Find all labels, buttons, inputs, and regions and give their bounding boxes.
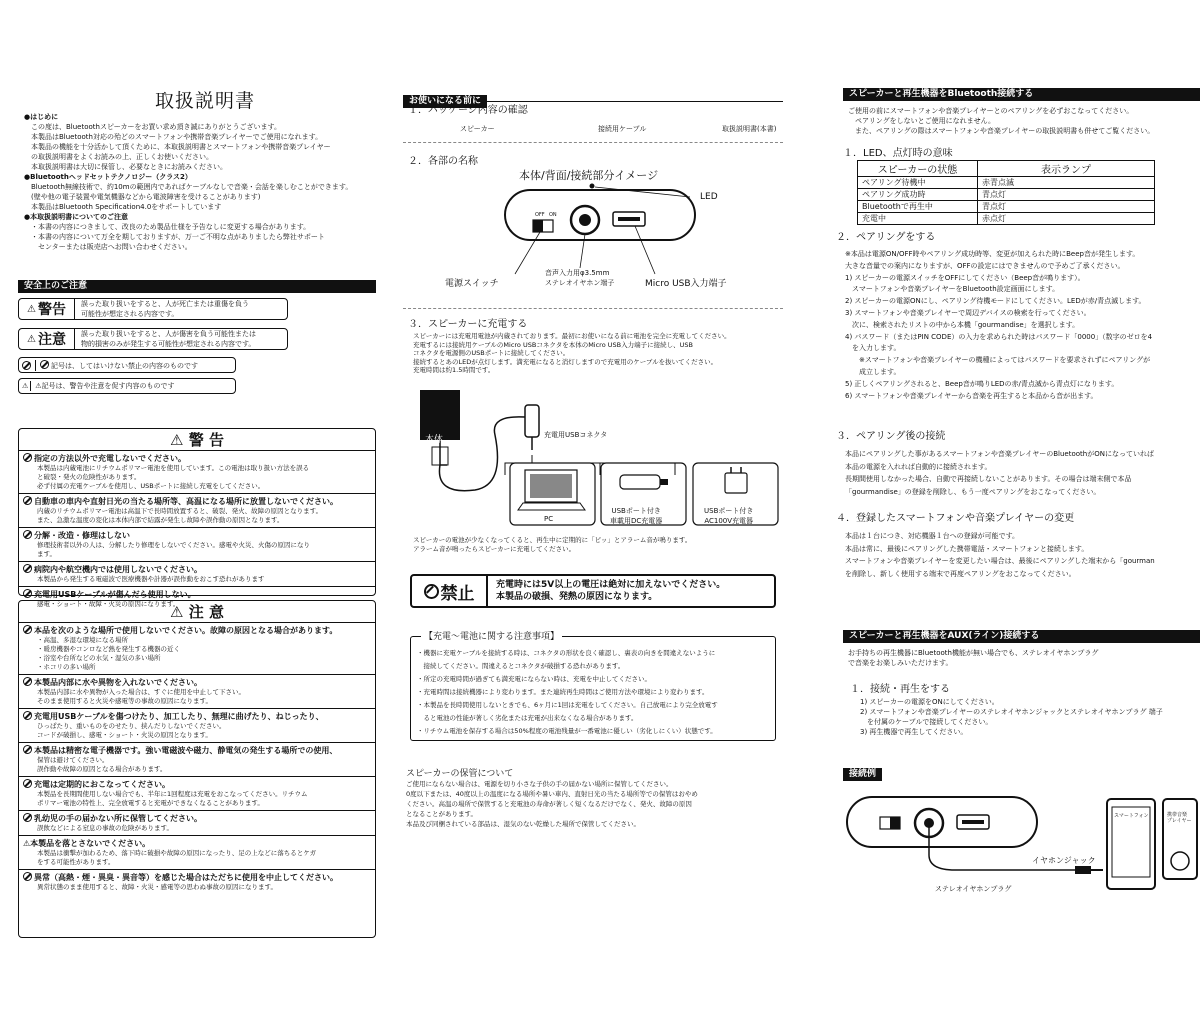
item-body-line: 本製品内部に水や異物が入った場合は、すぐに使用を中止して下さい。 bbox=[37, 688, 245, 696]
prohibit-icon bbox=[23, 589, 32, 598]
low-battery-text: スピーカーの電池が少なくなってくると、再生中に定期的に「ピッ」とアラーム音が鳴ります。 アラーム音が鳴ったらスピーカーに充電してください。 bbox=[413, 536, 692, 553]
prohibit-icon bbox=[23, 711, 32, 720]
bt-intro-line: ご使用の前にスマートフォンや音楽プレイヤーとのペアリングを必ずおこなってください。 bbox=[848, 107, 1134, 115]
aux-connect-line: 2) スマートフォンや音楽プレイヤーのステレオイヤホンジャックとステレオイヤホンプラグ 端子 bbox=[860, 708, 1163, 716]
pairing-line: 6) スマートフォンや音楽プレイヤーから音楽を再生すると本品から音が出ます。 bbox=[845, 391, 1098, 400]
intro-line: ●Bluetoothヘッドセットテクノロジー（クラス2） bbox=[24, 173, 192, 181]
charge-line: コネクタを電源側のUSBポートに接続してください。 bbox=[413, 349, 570, 357]
pairing-title: ２．ペアリングをする bbox=[836, 232, 936, 243]
intro-line: ・本書の内容について万全を期しておりますが、万一ご不明な点がありましたら弊社サポート bbox=[24, 233, 325, 241]
change-device-text bbox=[845, 530, 1200, 580]
warning-triangle-icon: ⚠ bbox=[22, 382, 29, 390]
storage-line: 本品及び同梱されている部品は、湿気のない乾燥した場所で保管してください。 bbox=[406, 820, 640, 828]
aux-connect-line: 3) 再生機器で再生してください。 bbox=[860, 728, 968, 736]
warning-list bbox=[19, 451, 375, 611]
item-heading: 指定の方法以外で充電しないでください。 bbox=[34, 454, 186, 463]
aux-intro: お手持ちの再生機器にBluetooth機能が無い場合でも、ステレオイヤホンプラグ で音楽をお楽しみいただけます。 bbox=[848, 649, 1099, 667]
warning-triangle-icon: ⚠ bbox=[35, 382, 42, 390]
usb-connector-label: 充電用USBコネクタ bbox=[544, 431, 608, 439]
storage-line: ください。高温の場所で保管すると充電池の寿命が著しく短くなるだけでなく、発火、故障の原因 bbox=[406, 800, 692, 808]
jack-inner bbox=[579, 214, 591, 226]
charge-title: ３．スピーカーに充電する bbox=[408, 319, 528, 330]
item-body-line: ます。 bbox=[37, 550, 56, 558]
prohibit-icon bbox=[23, 872, 32, 881]
led-state-cell: ペアリング成功時 bbox=[858, 189, 978, 201]
pairing-line: ※スマートフォンや音楽プレイヤーの機種によってはパスワードを要求されずにペアリングが bbox=[845, 356, 1151, 365]
warning-item bbox=[19, 527, 375, 561]
laptop-screen bbox=[530, 474, 572, 498]
intro-line: の取扱説明書をよくお読みの上、正しくお使いください。 bbox=[24, 153, 213, 161]
item-body-line: 感電・ショート・故障・火災の原因になります。 bbox=[37, 600, 180, 608]
usb-port-slot bbox=[962, 820, 984, 824]
pairing-line: 4) パスワード（またはPIN CODE）の入力を求められた時はパスワード「0000」（数字のゼロを4 bbox=[845, 332, 1153, 341]
led-state-cell: Bluetoothで再生中 bbox=[858, 201, 978, 213]
plug-body bbox=[1075, 866, 1091, 874]
note-line: ・機器に充電ケーブルを接続する時は、コネクタの形状を良く確認し、裏表の向きを間違えないように bbox=[417, 649, 716, 657]
switch-off-label: OFF bbox=[535, 212, 545, 218]
pairing-line: 5) 正しくペアリングされると、Beep音が鳴りLEDの赤/青点滅から青点灯になります。 bbox=[845, 379, 1119, 388]
item-heading: 充電は定期的におこなってください。 bbox=[34, 780, 170, 789]
caution-item bbox=[19, 674, 375, 708]
led-table-row bbox=[858, 213, 1155, 225]
manual-title: 取扱説明書 bbox=[155, 90, 256, 112]
led-dot bbox=[590, 184, 595, 189]
led-lamp-cell: 赤点灯 bbox=[978, 213, 1155, 225]
prohibit-icon bbox=[23, 745, 32, 754]
caution-item bbox=[19, 869, 375, 894]
item-body-line: 本製品から発生する電磁波で医療機器や計器が誤作動をおこす恐れがあります bbox=[37, 575, 265, 583]
aux-header: スピーカーと再生機器をAUX(ライン)接続する bbox=[843, 630, 1200, 643]
item-body-line: 本製品は衝撃が加わるため、落下時に破損や故障の原因になったり、足の上などに落ちるとケガ bbox=[37, 849, 317, 857]
item-heading: 分解・改造・修理はしない bbox=[34, 531, 130, 540]
item-body-line: ・ホコリの多い場所 bbox=[37, 663, 96, 671]
led-table bbox=[857, 160, 1155, 225]
car-charger-tip bbox=[660, 479, 668, 485]
item-body-line: 誤作動や故障の原因となる場合があります。 bbox=[37, 765, 167, 773]
safety-header: 安全上のご注意 bbox=[18, 280, 376, 293]
item-body-line: ・浴室や台所などの水気・湿気の多い場所 bbox=[37, 654, 161, 662]
item-heading: 自動車の車内や直射日光の当たる場所等、高温になる場所に放置しないでください。 bbox=[34, 497, 338, 506]
note-line: ・充電時間は接続機器により変わります。また連続再生時間はご使用方法や環境により変わります。 bbox=[417, 688, 709, 696]
usb-connector bbox=[525, 405, 539, 437]
earjack-label: イヤホンジャック bbox=[1032, 856, 1096, 865]
led-table-row bbox=[858, 177, 1155, 189]
bt-intro-text bbox=[848, 106, 1200, 136]
plug-label: ステレオイヤホンプラグ bbox=[935, 885, 1012, 893]
warning-box bbox=[18, 428, 376, 608]
item-body-line: 修理技術者以外の人は、分解したり修理をしないでください。感電や火災、火傷の原因になり bbox=[37, 541, 310, 549]
intro-line: この度は、Bluetoothスピーカーをお買い求め頂き誠にありがとうございます。 bbox=[24, 123, 282, 131]
prohibit-legend: 記号は、してはいけない禁止の内容のものです bbox=[18, 357, 236, 373]
pc-label: PC bbox=[544, 515, 554, 523]
warning-triangle-icon: ⚠ bbox=[170, 603, 189, 621]
keikoku-legend: ⚠ 警告 誤った取り扱いをすると、人が死亡または重傷を負う 可能性が想定される内容です。 bbox=[18, 298, 288, 320]
pairing-line: 成立します。 bbox=[845, 367, 901, 376]
aux-connect-title: １．接続・再生をする bbox=[850, 684, 950, 695]
pairing-line: スマートフォンや音楽プレイヤーをBluetooth設定画面にします。 bbox=[845, 285, 1060, 294]
pairing-line: 次に、検索されたリストの中から本機「gourmandise」を選択します。 bbox=[845, 320, 1080, 329]
pairing-line: ※本品は電源ON/OFF時やペアリング成功時等、変更が加えられた時にBeep音が発生します。 bbox=[845, 250, 1140, 258]
storage-text bbox=[406, 779, 781, 829]
change-device-line: 本品は１台につき、対応機器１台への登録が可能です。 bbox=[845, 532, 1020, 540]
led-table-head-lamp: 表示ランプ bbox=[978, 161, 1155, 177]
player-label: 携帯音楽 プレイヤー bbox=[1167, 812, 1192, 824]
caution-item bbox=[19, 742, 375, 776]
pairing-line: 2) スピーカーの電源ONにし、ペアリング待機モードにしてください。LEDが赤/青点滅します。 bbox=[845, 297, 1146, 306]
after-pair-title: ３．ペアリング後の接続 bbox=[836, 431, 946, 442]
prohibit-icon bbox=[424, 584, 439, 599]
aux-connection-diagram bbox=[845, 785, 1200, 900]
led-state-cell: ペアリング待機中 bbox=[858, 177, 978, 189]
item-heading: 本品を次のような場所で使用しないでください。故障の原因となる場合があります。 bbox=[34, 626, 338, 635]
item-body-line: コードが破損し、感電・ショート・火災の原因となります。 bbox=[37, 731, 212, 739]
chui-badge: ⚠ 注意 bbox=[19, 329, 75, 349]
charge-line: 接続するとあのLEDが点灯します。満充電になると消灯しますので充電用のケーブルを抜いてください。 bbox=[413, 357, 718, 366]
charge-line: 充電時間は約1.5時間です。 bbox=[413, 366, 495, 374]
note-line: ・本製品を長時間使用しないときでも、6ヶ月に1回は充電をしてください。自己放電により完全放電す bbox=[417, 701, 718, 709]
after-pair-text bbox=[845, 448, 1200, 498]
item-heading: 充電用USBケーブルが傷んだら使用しない。 bbox=[34, 590, 196, 599]
pairing-text bbox=[845, 249, 1200, 402]
intro-line: 本取扱説明書は大切に保管し、必要なときにお読みください。 bbox=[24, 163, 227, 171]
item-body-line: 異常状態のまま使用すると、故障・火災・感電等の思わぬ事故の原因になります。 bbox=[37, 883, 277, 891]
package-item: 接続用ケーブル bbox=[598, 125, 647, 133]
intro-line: 本製品はBluetooth Specification4.0をサポートしています bbox=[24, 203, 222, 211]
warning-triangle-icon: ⚠ bbox=[27, 333, 36, 345]
switch-knob bbox=[890, 817, 900, 829]
charge-line: スピーカーには充電用電池が内蔵されております。最初にお使いになる前に電池を完全に充電してください。 bbox=[413, 332, 731, 340]
intro-line: Bluetooth無線技術で、約10mの範囲内であればケーブルなしで音楽・会話を楽しむことができます。 bbox=[24, 183, 353, 191]
item-body-line: 本製品を長期間使用しない場合でも、半年に1回程度は充電をおこなってください。リチウム bbox=[37, 790, 308, 798]
prohibit-icon bbox=[23, 453, 32, 462]
warning-triangle-icon: ⚠ bbox=[23, 839, 31, 848]
music-player-icon bbox=[1163, 799, 1197, 879]
led-state-cell: 充電中 bbox=[858, 213, 978, 225]
item-heading: 乳幼児の手の届かない所に保管してください。 bbox=[34, 814, 202, 823]
aux-connect-text bbox=[860, 697, 1200, 737]
item-body-line: ひっぱたり、重いものをのせたり、挟んだりしないでください。 bbox=[37, 722, 226, 730]
intro-line: センターまたは販売店へお問い合わせください。 bbox=[24, 243, 192, 251]
item-body-line: ・高温、多湿な環境になる場所 bbox=[37, 636, 128, 644]
intro-text bbox=[24, 112, 384, 252]
item-body-line: ポリマー電池の特性上、完全放電すると充電ができなくなることがあります。 bbox=[37, 799, 264, 807]
item-heading: 本製品内部に水や異物を入れないでください。 bbox=[34, 678, 202, 687]
caution-item bbox=[19, 623, 375, 674]
led-lamp-cell: 青点灯 bbox=[978, 201, 1155, 213]
bt-intro-line: ペアリングをしないとご使用になれません。 bbox=[848, 117, 995, 125]
prohibit-icon bbox=[23, 564, 32, 573]
chui-legend: ⚠ 注意 誤った取り扱いをすると、人が傷害を負う可能性または 物的損害のみが発生する可能性が想定される内容です。 bbox=[18, 328, 288, 350]
note-line: ・リチウム電池を保存する場合は50%程度の電池残量が一番電池に優しい（劣化しにくい）状態です。 bbox=[417, 727, 717, 735]
ac-adapter-icon bbox=[725, 473, 747, 493]
switch-label: 電源スイッチ bbox=[445, 279, 499, 289]
package-title: １．パッケージ内容の確認 bbox=[408, 105, 528, 116]
storage-title: スピーカーの保管について bbox=[406, 769, 514, 779]
item-heading: 充電用USBケーブルを傷つけたり、加工したり、無理に曲げたり、ねじったり、 bbox=[34, 712, 324, 721]
pairing-line: 1) スピーカーの電源スイッチをOFFにしてください（Beep音が鳴ります）。 bbox=[845, 273, 1085, 282]
item-body-line: ・暖房機器やコンロなど熱を発生する機器の近く bbox=[37, 645, 180, 653]
caution-title: ⚠ 注 意 bbox=[19, 601, 375, 623]
jack-label: 音声入力用φ3.5mm ステレオイヤホン端子 bbox=[545, 269, 615, 287]
change-device-title: ４．登録したスマートフォンや音楽プレイヤーの変更 bbox=[836, 513, 1075, 524]
intro-line: 本製品の機能を十分活かして頂くために、本取扱説明書とスマートフォンや携帯音楽プレイヤー bbox=[24, 143, 331, 151]
caution-list bbox=[19, 623, 375, 894]
intro-line: ●はじめに bbox=[24, 113, 59, 121]
car-charger-label: USBポート付き 車載用DC充電器 bbox=[610, 507, 663, 525]
divider bbox=[403, 308, 783, 309]
body-label: 本体 bbox=[425, 435, 444, 445]
item-body-line: と破裂・発火の危険性があります。 bbox=[37, 473, 141, 481]
led-lamp-cell: 青点灯 bbox=[978, 189, 1155, 201]
prohibit-icon bbox=[23, 625, 32, 634]
item-body-line: をする可能性があります。 bbox=[37, 858, 115, 866]
item-heading: 本製品を落とさないでください。 bbox=[30, 839, 151, 848]
item-heading: 本製品は精密な電子機器です。強い電磁波や磁力、静電気の発生する場所での使用、 bbox=[34, 746, 338, 755]
warning-triangle-icon: ⚠ bbox=[170, 431, 189, 449]
item-body-line: 保管は避けてください。 bbox=[37, 756, 109, 764]
branch-lines bbox=[505, 455, 675, 475]
example-label: 接続例 bbox=[843, 768, 882, 781]
laptop-base bbox=[518, 503, 585, 510]
led-table-row bbox=[858, 201, 1155, 213]
prohibit-icon bbox=[23, 677, 32, 686]
caution-item bbox=[19, 810, 375, 835]
caution-item bbox=[19, 776, 375, 810]
intro-line: 本製品はBluetooth対応の殆どのスマートフォンや携帯音楽プレイヤーでご使用になれます。 bbox=[24, 133, 323, 141]
pairing-line: を入力します。 bbox=[845, 344, 901, 353]
item-heading: 病院内や航空機内では使用しないでください。 bbox=[34, 565, 202, 574]
aux-connect-line: を付属のケーブルで接続してください。 bbox=[860, 718, 993, 726]
caution-box bbox=[18, 600, 376, 938]
item-body-line: そのまま使用すると火災や感電等の事故の原因になります。 bbox=[37, 697, 212, 705]
after-pair-line: 本品の電源を入れれば自動的に接続されます。 bbox=[845, 462, 992, 471]
bt-intro-line: また、ペアリングの際はスマートフォンや音楽プレイヤーの取扱説明書も併せてご覧ください。 bbox=[848, 127, 1155, 135]
switch-knob bbox=[533, 220, 543, 232]
pairing-line: 大きな音量での案内になりますが、OFFの設定にはできませんので予めご了承ください。 bbox=[845, 261, 1125, 270]
change-device-line: スマートフォンや音楽プレイヤーを変更したい場合は、最後にペアリングした端末から「gourman bbox=[845, 557, 1155, 565]
led-table-row bbox=[858, 189, 1155, 201]
keikoku-badge: ⚠ 警告 bbox=[19, 299, 75, 319]
item-body-line: 内蔵のリチウムポリマー電池は高温下で長時間放置すると、破裂、発火、故障の原因となります。 bbox=[37, 507, 323, 515]
prohibit-icon bbox=[23, 530, 32, 539]
player-wheel bbox=[1171, 852, 1189, 870]
change-device-line: を削除し、新しく使用する端末で再度ペアリングをおこなってください。 bbox=[845, 569, 1076, 578]
prohibit-icon bbox=[40, 360, 49, 369]
note-line: 接続してください。間違えるとコネクタが破損する恐れがあります。 bbox=[417, 662, 625, 670]
battery-notes-text bbox=[417, 647, 773, 738]
warning-item bbox=[19, 493, 375, 527]
switch-on-label: ON bbox=[549, 212, 557, 218]
ac-charger-label: USBポート付き AC100V充電器 bbox=[704, 507, 754, 525]
bt-header: スピーカーと再生機器をBluetooth接続する bbox=[843, 88, 1200, 101]
warning-triangle-icon: ⚠ bbox=[27, 303, 36, 315]
caution-item bbox=[19, 835, 375, 869]
usb-label: Micro USB入力端子 bbox=[645, 279, 727, 289]
after-pair-line: 本品にペアリングした事があるスマートフォンや音楽プレイヤーのBluetoothがONになっていれば bbox=[845, 450, 1154, 458]
storage-line: となることがあります。 bbox=[406, 810, 477, 818]
kinshi-box: 禁止 充電時には5V以上の電圧は絶対に加えないでください。 本製品の破損、発熱の原因になります。 bbox=[410, 574, 776, 608]
item-body-line: 誤飲などによる窒息の事故の危険があります。 bbox=[37, 824, 173, 832]
usb-leader bbox=[635, 226, 655, 274]
item-body-line: 必ず付属の充電ケーブルを使用し、USBポートに接続し充電をしてください。 bbox=[37, 482, 265, 490]
led-leader bbox=[595, 187, 690, 197]
charge-text bbox=[413, 332, 783, 375]
after-pair-line: 「gourmandise」の登録を削除し、もう一度ペアリングをおこなってください。 bbox=[845, 487, 1101, 496]
prohibit-icon bbox=[23, 779, 32, 788]
intro-line: ・本書の内容につきまして、改良のため製品仕様を予告なしに変更する場合があります。 bbox=[24, 223, 311, 231]
change-device-line: 本品は常に、最後にペアリングした携帯電話・スマートフォンと接続します。 bbox=[845, 544, 1089, 553]
col2-header: お使いになる前に bbox=[403, 88, 783, 102]
storage-line: 0度以下または、40度以上の温度になる場所や暑い車内、直射日光の当たる場所等での保管はおやめ bbox=[406, 790, 698, 798]
item-heading: 異常（高熱・煙・異臭・異音等）を感じた場合はただちに使用を中止してください。 bbox=[34, 873, 338, 882]
storage-line: ご使用にならない場合は、電源を切り小さな子供の手の届かない場所に保管してください。 bbox=[406, 780, 673, 788]
battery-notes-box bbox=[410, 632, 776, 741]
pairing-line: 3) スマートフォンや音楽プレイヤーで周辺デバイスの検索を行ってください。 bbox=[845, 308, 1091, 317]
warning-item bbox=[19, 561, 375, 586]
caution-item bbox=[19, 708, 375, 742]
aux-connect-line: 1) スピーカーの電源をONにしてください。 bbox=[860, 698, 999, 706]
package-item: スピーカー bbox=[460, 125, 495, 133]
note-line: ・所定の充電時間が過ぎても満充電にならない時は、充電を中止してください。 bbox=[417, 675, 651, 683]
warning-title: ⚠ 警 告 bbox=[19, 429, 375, 451]
warning-item bbox=[19, 451, 375, 493]
note-line: ると電池の性能が著しく劣化または充電が出来なくなる場合があります。 bbox=[417, 714, 638, 722]
car-charger-icon bbox=[620, 475, 660, 489]
usb-port-slot bbox=[618, 217, 640, 221]
led-lamp-cell: 赤青点滅 bbox=[978, 177, 1155, 189]
item-body-line: また、急激な温度の変化は本体内部で結露が発生し故障や誤作動の原因となります。 bbox=[37, 516, 284, 524]
package-item: 取扱説明書(本書) bbox=[722, 125, 777, 133]
led-label: LED bbox=[700, 192, 718, 202]
parts-image-title: 本体/背面/接続部分イメージ bbox=[519, 169, 659, 182]
warn-legend: ⚠ ⚠記号は、警告や注意を促す内容のものです bbox=[18, 378, 236, 394]
battery-notes-title: 【充電〜電池に関する注意事項】 bbox=[421, 629, 562, 642]
prohibit-icon bbox=[22, 361, 31, 370]
led-table-head-state: スピーカーの状態 bbox=[858, 161, 978, 177]
parts-title: ２．各部の名称 bbox=[408, 156, 478, 167]
prohibit-icon bbox=[23, 813, 32, 822]
intro-line: (壁や他の電子装置や電気機器などから電波障害を受けることがあります) bbox=[24, 193, 261, 201]
led-meaning-title: １．LED、点灯時の意味 bbox=[843, 148, 953, 159]
phone-label: スマートフォン bbox=[1114, 813, 1149, 819]
after-pair-line: 長期間使用しなかった場合、自動で再接続しないことがあります。その場合は端末側で本品 bbox=[845, 475, 1132, 483]
divider bbox=[403, 142, 783, 143]
charge-line: 充電するには接続用ケーブルのMicro USBコネクタを本体のMicro USB入力端子に接続し、USB bbox=[413, 340, 693, 349]
intro-line: ●本取扱説明書についてのご注意 bbox=[24, 213, 128, 221]
item-body-line: 本製品は内蔵電池にリチウムポリマー電池を使用しています。この電池は取り扱い方法を誤る bbox=[37, 464, 310, 472]
prohibit-icon bbox=[23, 496, 32, 505]
